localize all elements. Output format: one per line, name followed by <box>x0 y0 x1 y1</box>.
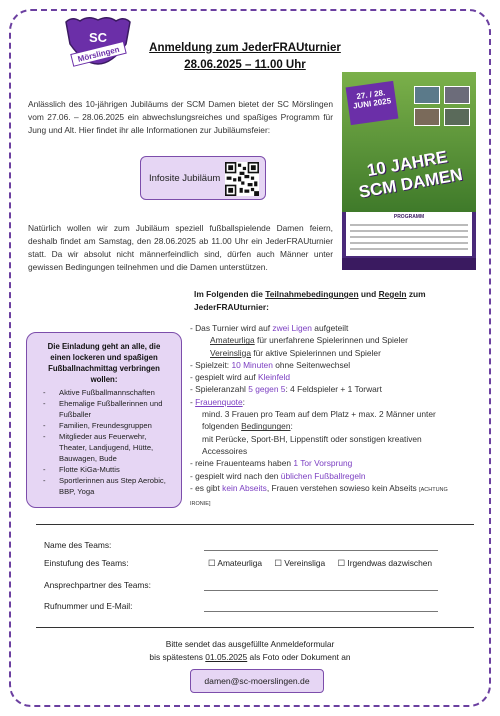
rule-field: - gespielt wird auf Kleinfeld <box>190 372 291 383</box>
rules-heading-mid: und <box>358 289 379 299</box>
intro-paragraph: Anlässlich des 10-jährigen Jubiläums der SCM Damen bietet der SC Mörslingen vom 27.06. – 28.06.2025 ein abwechslungsreiches und spaßiges Programm für Jung und Alt. Hier findet ihr alle Informationen zur Jubiläumsfeier: <box>28 99 333 135</box>
rules-heading-post: zum JederFRAUturnier: <box>194 289 426 312</box>
page-title <box>140 42 350 71</box>
poster-program <box>346 212 472 256</box>
rule-amateur-league: Amateurliga für unerfahrene Spielerinnen und Spieler <box>210 335 408 346</box>
phone-field[interactable] <box>204 611 438 612</box>
email-link[interactable]: damen@sc-moerslingen.de <box>190 669 324 693</box>
list-item: - Aktive Fußballmannschaften <box>37 387 171 398</box>
poster-team-photo <box>414 86 440 104</box>
title-line2: 28.06.2025 – 11.00 Uhr <box>184 59 306 71</box>
poster-program-heading: PROGRAMM <box>393 214 425 220</box>
rule-quota-detail: mind. 3 Frauen pro Team auf dem Platz + max. 2 Männer unter folgenden Bedingungen: <box>202 409 436 432</box>
checkbox-between[interactable]: ☐ Irgendwas dazwischen <box>337 558 433 568</box>
list-item: - Flotte KiGa-Muttis <box>37 464 171 475</box>
tournament-paragraph: Natürlich wollen wir zum Jubiläum speziell fußballspielende Damen feiern, deshalb findet am Samstag, den 28.06.2025 ab 11.00 Uhr ein JederFRAUturnier statt. Da wir absolut nicht männerfeindlich sind, dürfen auch Männer unter gewissen Bedingungen teilnehmen und die Damen unterstützen. <box>28 223 333 272</box>
rule-leagues: - Das Turnier wird auf zwei Ligen aufgeteilt <box>190 323 349 333</box>
qr-code-icon <box>225 162 259 196</box>
divider <box>36 524 474 525</box>
rule-club-league: Vereinsliga für aktive Spielerinnen und Spieler <box>210 347 381 358</box>
league-label: Einstufung des Teams: <box>44 558 129 568</box>
footer-line2: bis spätestens 01.05.2025 als Foto oder Dokument an <box>149 652 351 662</box>
poster-date: 27. / 28. JUNI 2025 <box>346 81 399 125</box>
rule-playtime: - Spielzeit: 10 Minuten ohne Seitenwechsel <box>190 359 351 370</box>
infosite-label: Infosite Jubiläum <box>149 173 221 184</box>
checkbox-amateur[interactable]: ☐ Amateurliga <box>208 558 263 568</box>
title-line1: Anmeldung zum JederFRAUturnier <box>149 42 341 54</box>
rule-quota: - Frauenquote: <box>190 396 245 407</box>
poster-team-photo <box>444 108 470 126</box>
phone-label: Rufnummer und E-Mail: <box>44 601 133 611</box>
rules-heading <box>194 288 464 314</box>
league-options <box>208 558 442 568</box>
logo-line2: Mörslingen <box>76 44 121 64</box>
invitation-heading: Die Einladung geht an alle, die einen lockeren und spaßigen Fußballnachmittag verbringen wollen: <box>47 342 161 384</box>
rule-players: - Spieleranzahl 5 gegen 5: 4 Feldspieler + 1 Torwart <box>190 384 382 395</box>
contact-label: Ansprechpartner des Teams: <box>44 580 151 590</box>
list-item: - Ehemalige Fußballerinnen und Fußballer <box>37 398 171 420</box>
footer-text <box>90 638 410 664</box>
list-item: - Familien, Freundesgruppen <box>37 420 171 431</box>
team-name-field[interactable] <box>204 550 438 551</box>
invitation-list <box>37 387 171 497</box>
contact-field[interactable] <box>204 590 438 591</box>
divider <box>36 627 474 628</box>
footer-line1: Bitte sendet das ausgefüllte Anmeldeformular <box>165 639 335 649</box>
rules-heading-conditions: Teilnahmebedingungen <box>265 289 359 299</box>
program-line <box>350 224 468 226</box>
rules-heading-pre: Im Folgenden die <box>194 289 266 299</box>
poster-headline: 10 JAHRE SCM DAMEN <box>357 147 464 202</box>
rule-quota-conditions: mit Perücke, Sport-BH, Lippenstift oder sonstigen kreativen Accessoires <box>202 433 422 456</box>
club-logo <box>60 14 136 78</box>
rules-list <box>190 322 468 510</box>
checkbox-club[interactable]: ☐ Vereinsliga <box>274 558 326 568</box>
rules-heading-rules: Regeln <box>378 289 407 299</box>
program-line <box>350 248 468 250</box>
poster-footer <box>342 258 476 270</box>
poster-team-photo <box>444 86 470 104</box>
rule-offside: - es gibt kein Abseits, Frauen verstehen sowieso kein Abseits [ACHTUNG IRONIE] <box>190 482 448 508</box>
rule-football-rules: - gespielt wird nach den üblichen Fußballregeln <box>190 470 366 481</box>
infosite-button[interactable] <box>140 156 266 200</box>
list-item: - Sportlerinnen aus Step Aerobic, BBP, Yoga <box>37 475 171 497</box>
team-name-label: Name des Teams: <box>44 540 112 550</box>
rule-women-teams: - reine Frauenteams haben 1 Tor Vorsprung <box>190 458 353 469</box>
program-line <box>350 242 468 244</box>
logo-line1: SC <box>88 30 108 45</box>
program-line <box>350 236 468 238</box>
program-line <box>350 230 468 232</box>
list-item: - Mitglieder aus Feuerwehr, Theater, Landjugend, Hütte, Bauwagen, Bude <box>37 431 171 464</box>
poster-team-photo <box>414 108 440 126</box>
invitation-box <box>26 332 182 508</box>
event-poster <box>342 72 476 270</box>
